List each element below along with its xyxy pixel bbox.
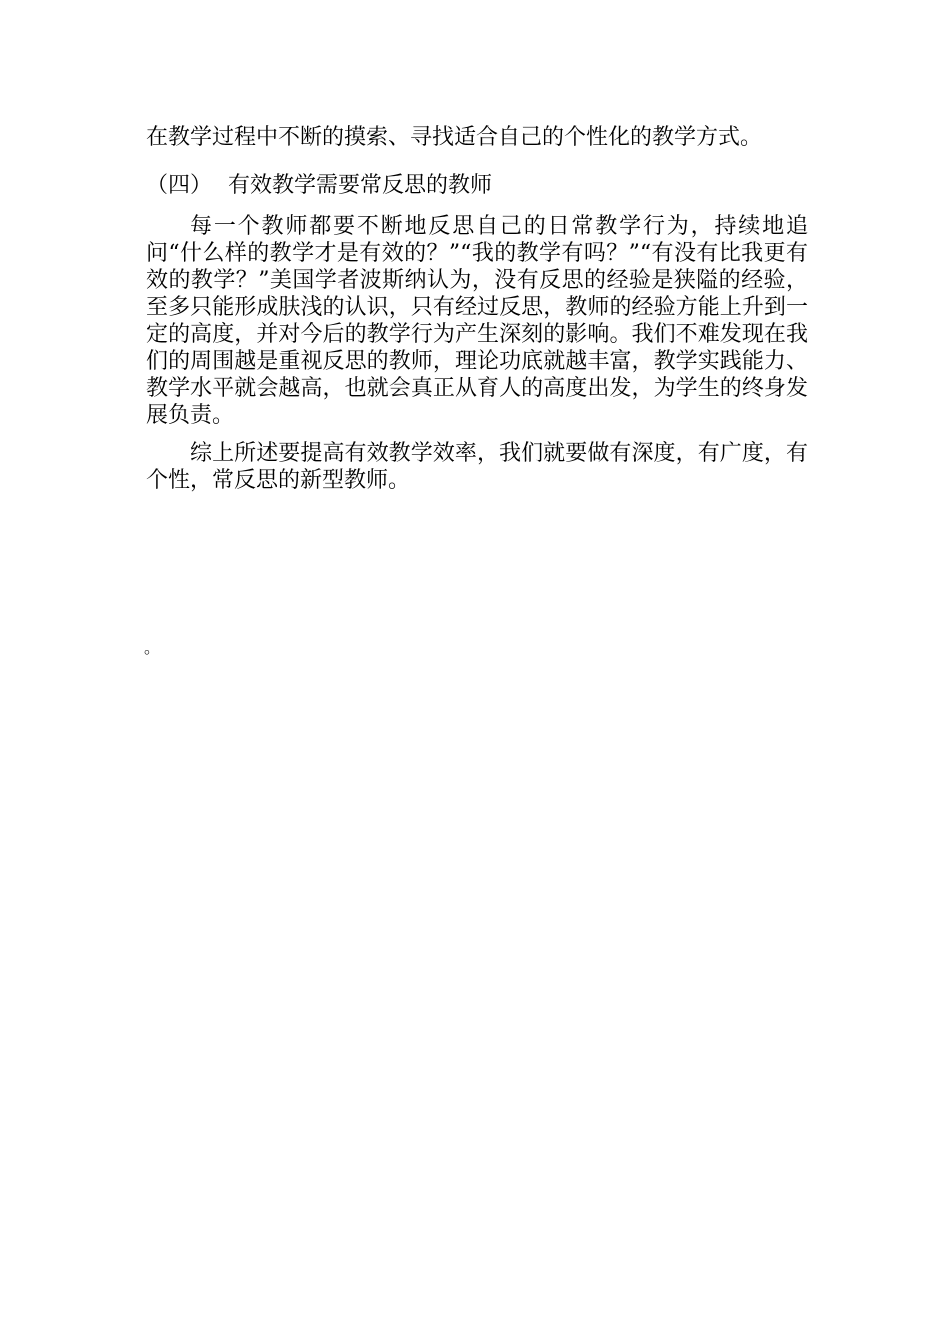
section-heading [146, 172, 808, 199]
trailing-mark: 。 [144, 638, 161, 657]
paragraph-summary: 综上所述要提高有效教学效率，我们就要做有深度，有广度，有个性，常反思的新型教师。 [146, 441, 808, 493]
paragraph-reflection: 每一个教师都要不断地反思自己的日常教学行为，持续地追问“什么样的教学才是有效的？”“我的教学有吗？”“有没有比我更有效的教学？”美国学者波斯纳认为，没有反思的经验是狭隘的经验，至多只能形成肤浅的认识，只有经过反思，教师的经验方能上升到一定的高度，并对今后的教学行为产生深刻的影响。我们不难发现在我们的周围越是重视反思的教师，理论功底就越丰富，教学实践能力、教学水平就会越高，也就会真正从育人的高度出发，为学生的终身发展负责。 [146, 214, 808, 428]
section-heading-number: （四） [146, 173, 213, 198]
continuation-line: 在教学过程中不断的摸索、寻找适合自己的个性化的教学方式。 [146, 125, 763, 150]
section-heading-title: 有效教学需要常反思的教师 [228, 173, 493, 198]
